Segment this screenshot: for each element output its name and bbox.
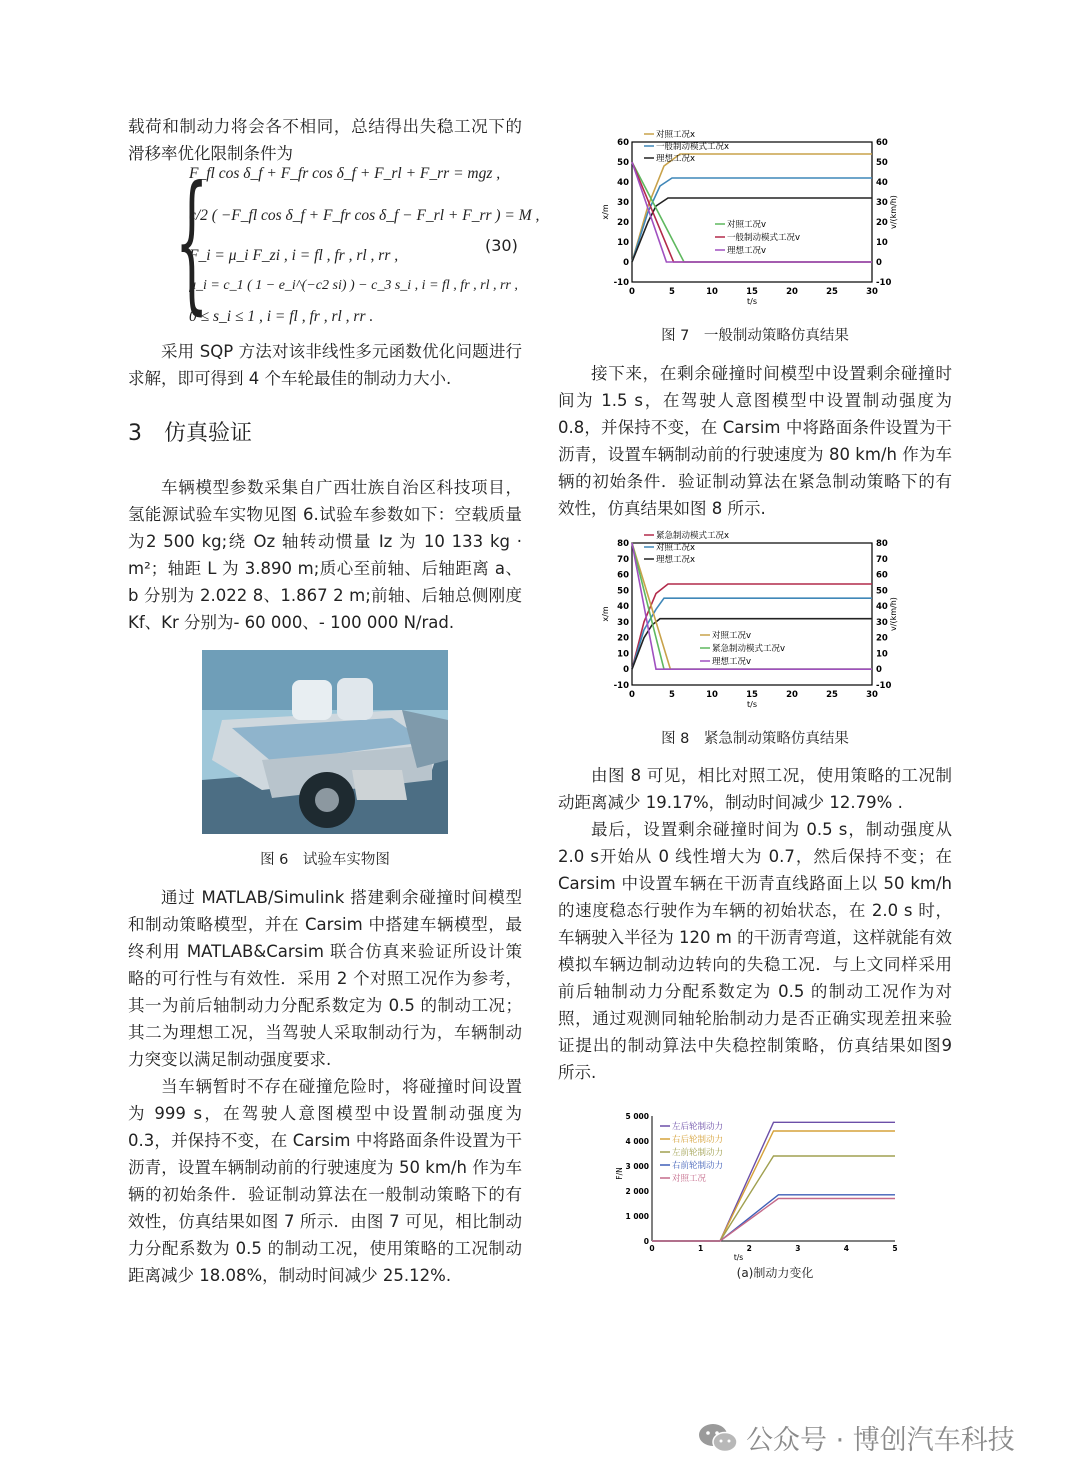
y-tick-label-left: 10 bbox=[617, 238, 629, 248]
legend-label: 右前轮制动力 bbox=[672, 1161, 724, 1171]
x-tick-label: 30 bbox=[866, 287, 878, 297]
equation-line-5: 0 ≤ s_i ≤ 1 , i = fl , fr , rl , rr . bbox=[189, 308, 374, 325]
y-tick-label-right: 20 bbox=[876, 218, 888, 228]
y-tick-label-right: 70 bbox=[876, 554, 888, 565]
legend-label: 理想工况x bbox=[656, 154, 696, 164]
legend-label: 左前轮制动力 bbox=[672, 1148, 724, 1158]
legend-label: 右后轮制动力 bbox=[672, 1135, 724, 1145]
y-tick-label-right: 20 bbox=[876, 633, 888, 644]
y-axis-label-right: v/(km/h) bbox=[889, 195, 898, 229]
y-tick-label-right: 40 bbox=[876, 178, 888, 188]
y-tick-label-left: 30 bbox=[617, 617, 629, 628]
fig6-photo bbox=[202, 650, 448, 834]
legend-label: 理想工况v bbox=[712, 657, 752, 667]
y-tick-label-right: 30 bbox=[876, 617, 888, 628]
y-tick-label: 4 000 bbox=[625, 1137, 649, 1146]
x-tick-label: 3 bbox=[795, 1244, 801, 1253]
y-tick-label-left: 40 bbox=[617, 602, 629, 613]
watermark bbox=[698, 1418, 1015, 1457]
paragraph-fig8-result: 由图 8 可见，相比对照工况，使用策略的工况制动距离减少 19.17%，制动时间减少 12.79% . bbox=[558, 766, 952, 812]
equation-30 bbox=[175, 155, 540, 333]
paragraph-simulation-setup: 通过 MATLAB/Simulink 搭建剩余碰撞时间模型和制动策略模型，并在 Carsim 中搭建车辆模型，最终利用 MATLAB&Carsim 联合仿真来验证所设计策略的可行性与有效性．采用 2 个对照工况作为参考，其一为前后轴制动力分配系数定为 0.5 的制动工况；其二为理想工况，当驾驶人采取制动行为，车辆制动力突变以满足制动强度要求. bbox=[128, 888, 522, 1069]
x-tick-label: 10 bbox=[706, 690, 718, 700]
y-axis-label-right: v/(km/h) bbox=[889, 597, 898, 631]
left-column-4 bbox=[128, 884, 522, 1289]
y-tick-label-left: 60 bbox=[617, 138, 629, 148]
y-axis-label-left: x/m bbox=[601, 204, 610, 220]
equation-number: (30) bbox=[485, 236, 518, 255]
y-tick-label-right: 10 bbox=[876, 649, 888, 660]
y-tick-label-left: 0 bbox=[623, 665, 629, 676]
x-tick-label: 0 bbox=[629, 690, 635, 700]
x-tick-label: 5 bbox=[892, 1244, 898, 1253]
x-axis-label: t/s bbox=[747, 700, 757, 709]
equation-brace: { bbox=[175, 155, 209, 329]
x-tick-label: 5 bbox=[669, 690, 675, 700]
paragraph-intro: 载荷和制动力将会各不相同，总结得出失稳工况下的滑移率优化限制条件为 bbox=[128, 117, 522, 163]
y-tick-label-left: 60 bbox=[617, 570, 629, 581]
x-tick-label: 2 bbox=[746, 1244, 752, 1253]
y-tick-label: 2 000 bbox=[625, 1187, 649, 1196]
y-tick-label-right: 10 bbox=[876, 238, 888, 248]
series-line bbox=[632, 598, 872, 669]
y-tick-label-left: 0 bbox=[623, 258, 629, 268]
y-tick-label: 0 bbox=[643, 1237, 649, 1246]
x-tick-label: 25 bbox=[826, 287, 838, 297]
y-tick-label-left: -10 bbox=[613, 278, 629, 288]
left-column-2 bbox=[128, 338, 522, 392]
y-tick-label-right: 50 bbox=[876, 586, 888, 597]
y-tick-label: 3 000 bbox=[625, 1162, 649, 1171]
x-tick-label: 30 bbox=[866, 690, 878, 700]
legend-label: 一般制动模式工况x bbox=[656, 142, 730, 152]
equation-line-4: μ_i = c_1 ( 1 − e_i^(−c2 si) ) − c_3 s_i , i = fl , fr , rl , rr , bbox=[189, 278, 518, 293]
series-line bbox=[652, 1199, 895, 1242]
legend-label: 理想工况x bbox=[656, 555, 696, 565]
fig8-chart bbox=[601, 531, 910, 713]
legend-label: 一般制动模式工况v bbox=[727, 233, 801, 243]
x-tick-label: 20 bbox=[786, 287, 798, 297]
y-tick-label-left: 30 bbox=[617, 198, 629, 208]
x-tick-label: 10 bbox=[706, 287, 718, 297]
y-tick-label-right: 50 bbox=[876, 158, 888, 168]
x-tick-label: 15 bbox=[746, 690, 758, 700]
right-column-1 bbox=[558, 360, 952, 522]
y-tick-label-left: 80 bbox=[617, 539, 629, 549]
watermark-text: 公众号 · 博创汽车科技 bbox=[746, 1425, 1015, 1456]
y-tick-label-left: 50 bbox=[617, 158, 629, 168]
equation-line-2: c/2 ( −F_fl cos δ_f + F_fr cos δ_f − F_rl + F_rr ) = M , bbox=[189, 207, 540, 224]
x-tick-label: 1 bbox=[697, 1244, 704, 1253]
fig9a-caption: (a)制动力变化 bbox=[736, 1266, 814, 1280]
y-axis-label-left: x/m bbox=[601, 606, 610, 622]
y-tick-label-left: 50 bbox=[617, 586, 629, 597]
y-tick-label-right: 0 bbox=[876, 665, 882, 676]
equation-line-1: F_fl cos δ_f + F_fr cos δ_f + F_rl + F_rr = mgz , bbox=[189, 165, 501, 182]
legend-label: 紧急制动模式工况v bbox=[712, 644, 786, 654]
x-tick-label: 5 bbox=[669, 287, 675, 297]
paragraph-general-braking: 当车辆暂时不存在碰撞危险时，将碰撞时间设置为 999 s，在驾驶人意图模型中设置制动强度为 0.3，并保持不变，在 Carsim 中将路面条件设置为干沥青，设置车辆制动前的行驶速度为 50 km/h 作为车辆的初始条件．验证制动算法在一般制动策略下的有效性，仿真结果如图 7 所示．由图 7 可见，相比制动力分配系数为 0.5 的制动工况，使用策略的工况制动距离减少 18.08%，制动时间减少 25.12%. bbox=[128, 1077, 522, 1285]
y-tick-label-right: -10 bbox=[876, 278, 892, 288]
series-line bbox=[632, 584, 872, 669]
y-tick-label-left: 10 bbox=[617, 649, 629, 660]
y-tick-label-left: 20 bbox=[617, 218, 629, 228]
x-tick-label: 25 bbox=[826, 690, 838, 700]
x-axis-label: t/s bbox=[733, 1253, 744, 1262]
fig7-caption: 图 7 一般制动策略仿真结果 bbox=[661, 328, 849, 344]
legend-label: 对照工况 bbox=[672, 1174, 707, 1184]
y-tick-label: 1 000 bbox=[625, 1212, 649, 1221]
fig8-caption: 图 8 紧急制动策略仿真结果 bbox=[661, 731, 849, 747]
legend-label: 对照工况v bbox=[727, 220, 767, 230]
legend-label: 对照工况x bbox=[656, 130, 696, 140]
x-tick-label: 0 bbox=[649, 1244, 655, 1253]
paragraph-vehicle-params: 车辆模型参数采集自广西壮族自治区科技项目，氢能源试验车实物见图 6.试验车参数如下：空载质量为2 500 kg;绕 Oz 轴转动惯量 Iz 为 10 133 kg · m²；轴距 L 为 3.890 m;质心至前轴、后轴距离 a、b 分别为 2.022 8、1.867 2 m;前轴、后轴总侧刚度 Kf、Kr 分别为- 60 000、- 100 000 N/rad. bbox=[128, 478, 522, 632]
y-tick-label-right: -10 bbox=[876, 681, 892, 691]
x-tick-label: 15 bbox=[746, 287, 758, 297]
equation-line-3: F_i = μ_i F_zi , i = fl , fr , rl , rr , bbox=[189, 247, 399, 264]
wechat-icon bbox=[698, 1421, 738, 1455]
x-axis-label: t/s bbox=[747, 297, 757, 306]
legend-label: 对照工况v bbox=[712, 631, 752, 641]
y-tick-label: 5 000 bbox=[625, 1112, 649, 1121]
y-tick-label-left: -10 bbox=[613, 681, 629, 691]
paragraph-instability-setup: 最后，设置剩余碰撞时间为 0.5 s，制动强度从 2.0 s开始从 0 线性增大为 0.7，然后保持不变；在 Carsim 中设置车辆在干沥青直线路面上以 50 km/h 的速度稳态行驶作为车辆的初始状态，在 2.0 s 时，车辆驶入半径为 120 m 的干沥青弯道，这样就能有效模拟车辆边制动边转向的失稳工况．与上文同样采用前后轴制动力分配系数定为 0.5 的制动工况作为对照，通过观测同轴轮胎制动力是否正确实现差扭来验证提出的制动算法中失稳控制策略，仿真结果如图9 所示. bbox=[558, 820, 952, 1082]
x-tick-label: 20 bbox=[786, 690, 798, 700]
y-tick-label-right: 30 bbox=[876, 198, 888, 208]
y-tick-label-right: 60 bbox=[876, 138, 888, 148]
right-column-2 bbox=[558, 762, 952, 1086]
y-axis-label: F/N bbox=[615, 1167, 624, 1180]
x-tick-label: 0 bbox=[629, 287, 635, 297]
paragraph-sqp: 采用 SQP 方法对该非线性多元函数优化问题进行求解，即可得到 4 个车轮最佳的制动力大小. bbox=[128, 342, 522, 388]
y-tick-label-right: 40 bbox=[876, 602, 888, 613]
paragraph-emergency-setup: 接下来，在剩余碰撞时间模型中设置剩余碰撞时间为 1.5 s，在驾驶人意图模型中设置制动强度为 0.8，并保持不变，在 Carsim 中将路面条件设置为干沥青，设置车辆制动前的行驶速度为 80 km/h 作为车辆的初始条件．验证制动算法在紧急制动策略下的有效性，仿真结果如图 8 所示. bbox=[558, 364, 952, 518]
y-tick-label-right: 60 bbox=[876, 570, 888, 581]
left-column-3 bbox=[128, 474, 522, 636]
fig9a-chart bbox=[610, 1108, 910, 1262]
fig7-chart bbox=[601, 112, 910, 312]
legend-label: 左后轮制动力 bbox=[672, 1122, 724, 1132]
y-tick-label-right: 80 bbox=[876, 539, 888, 549]
y-tick-label-right: 0 bbox=[876, 258, 882, 268]
legend-label: 理想工况v bbox=[727, 246, 767, 256]
section-heading: 3 仿真验证 bbox=[128, 421, 252, 446]
legend-label: 对照工况x bbox=[656, 543, 696, 553]
y-tick-label-left: 40 bbox=[617, 178, 629, 188]
x-tick-label: 4 bbox=[843, 1244, 850, 1253]
y-tick-label-left: 70 bbox=[617, 554, 629, 565]
y-tick-label-left: 20 bbox=[617, 633, 629, 644]
fig6-caption: 图 6 试验车实物图 bbox=[260, 852, 390, 868]
legend-label: 紧急制动模式工况x bbox=[656, 531, 730, 541]
